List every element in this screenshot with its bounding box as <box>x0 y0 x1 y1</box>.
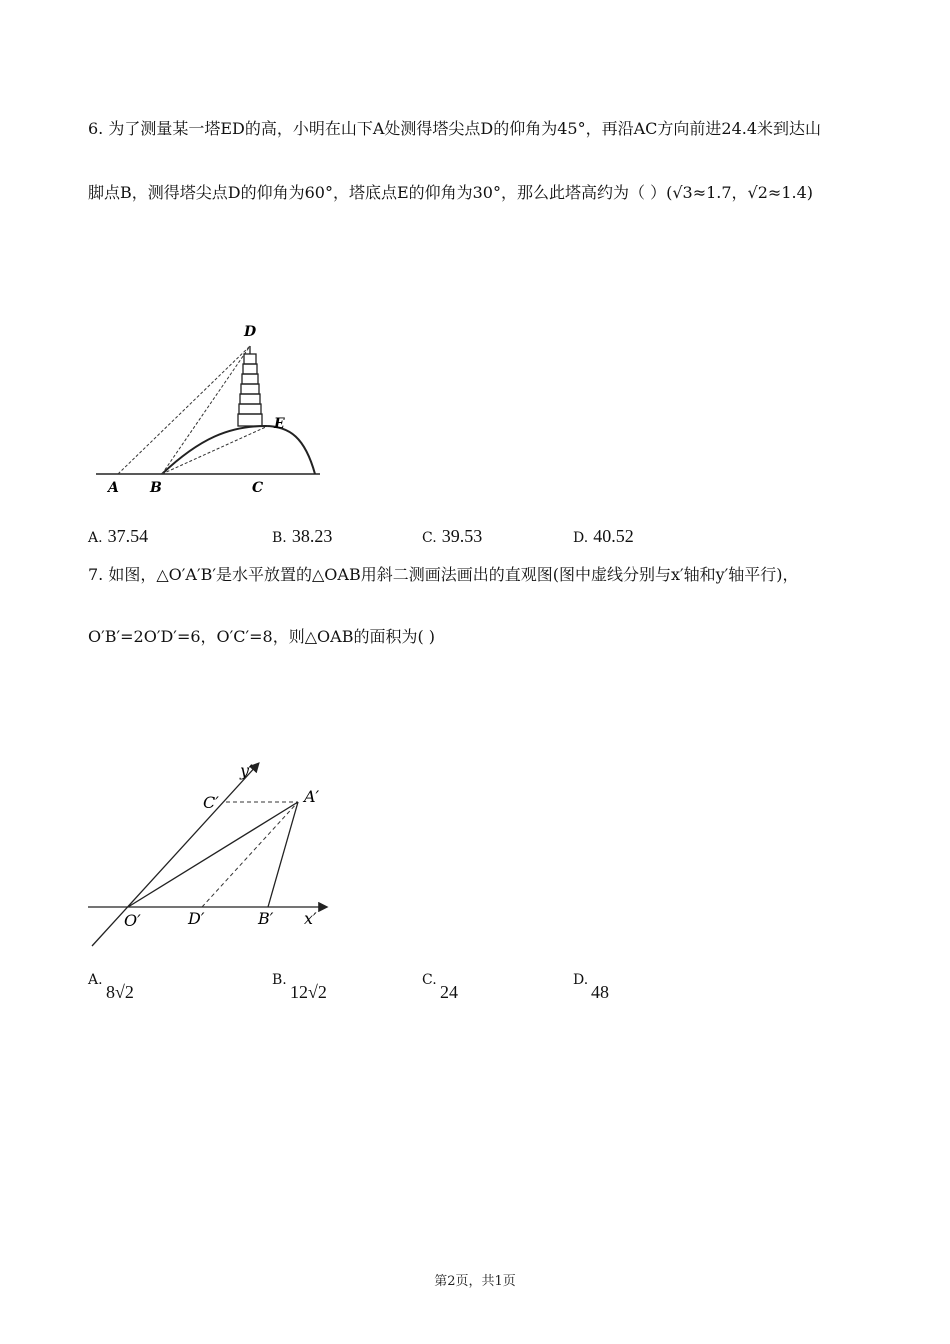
q6-option-a-value: 37.54 <box>107 526 149 546</box>
q6-option-c-label: C. <box>422 530 437 546</box>
q7-label-x: x′ <box>304 909 317 928</box>
q6-option-c-value: 39.53 <box>441 526 483 546</box>
q6-label-C: C <box>252 480 264 496</box>
q6-option-b-label: B. <box>272 530 287 546</box>
q6-option-b-value: 38.23 <box>291 526 333 546</box>
q6-figure <box>90 318 330 498</box>
q7-label-A: A′ <box>304 787 320 806</box>
q7-figure <box>86 756 346 952</box>
q7-y-axis <box>92 764 258 946</box>
q7-option-d-value: 48 <box>591 982 609 1002</box>
q6-option-d[interactable] <box>573 526 634 547</box>
q7-option-d-label: D. <box>573 972 589 988</box>
q6-label-E: E <box>274 416 285 432</box>
q7-label-y: y′ <box>240 761 253 780</box>
q7-option-a[interactable] <box>88 972 168 1006</box>
page-footer: 第2页，共1页 <box>434 1274 516 1289</box>
q6-option-c[interactable] <box>422 526 482 547</box>
q6-label-B: B <box>150 480 162 496</box>
q7-option-c[interactable] <box>422 972 502 1006</box>
q7-label-B: B′ <box>258 909 274 928</box>
q7-label-C: C′ <box>203 793 219 812</box>
q6-line-BD <box>162 346 250 474</box>
q6-option-a-label: A. <box>88 530 103 546</box>
q7-option-a-label: A. <box>88 972 103 988</box>
q6-hill <box>162 426 315 474</box>
q6-option-d-label: D. <box>573 530 589 546</box>
q7-label-O: O′ <box>124 911 141 930</box>
q6-option-b[interactable] <box>272 526 332 547</box>
q7-label-D: D′ <box>188 909 205 928</box>
q6-text-line1: 6. 为了测量某一塔ED的高，小明在山下A处测得塔尖点D的仰角为45°，再沿AC方向前进24.4米到达山 <box>88 119 822 138</box>
q6-label-A: A <box>108 480 119 496</box>
q7-option-c-label: C. <box>422 972 437 988</box>
q7-text-line2: O′B′=2O′D′=6，O′C′=8，则△OAB的面积为( ) <box>88 627 436 646</box>
q6-option-d-value: 40.52 <box>593 526 634 546</box>
q7-option-b[interactable] <box>272 972 352 1006</box>
q7-option-d[interactable] <box>573 972 653 1006</box>
q7-option-b-value: 12√2 <box>290 982 327 1002</box>
q6-label-D: D <box>244 324 257 340</box>
q6-line-BE <box>162 426 268 474</box>
q7-text-line1: 7. 如图，△O′A′B′是水平放置的△OAB用斜二测画法画出的直观图(图中虚线分别与x′轴和y′轴平行)， <box>88 565 799 584</box>
q6-option-a[interactable] <box>88 526 148 547</box>
q6-text-line2: 脚点B，测得塔尖点D的仰角为60°，塔底点E的仰角为30°，那么此塔高约为（ ）(√3≈1.7，√2≈1.4) <box>88 183 814 202</box>
q7-option-a-value: 8√2 <box>106 982 134 1002</box>
q7-option-b-label: B. <box>272 972 287 988</box>
q7-option-c-value: 24 <box>440 982 458 1002</box>
